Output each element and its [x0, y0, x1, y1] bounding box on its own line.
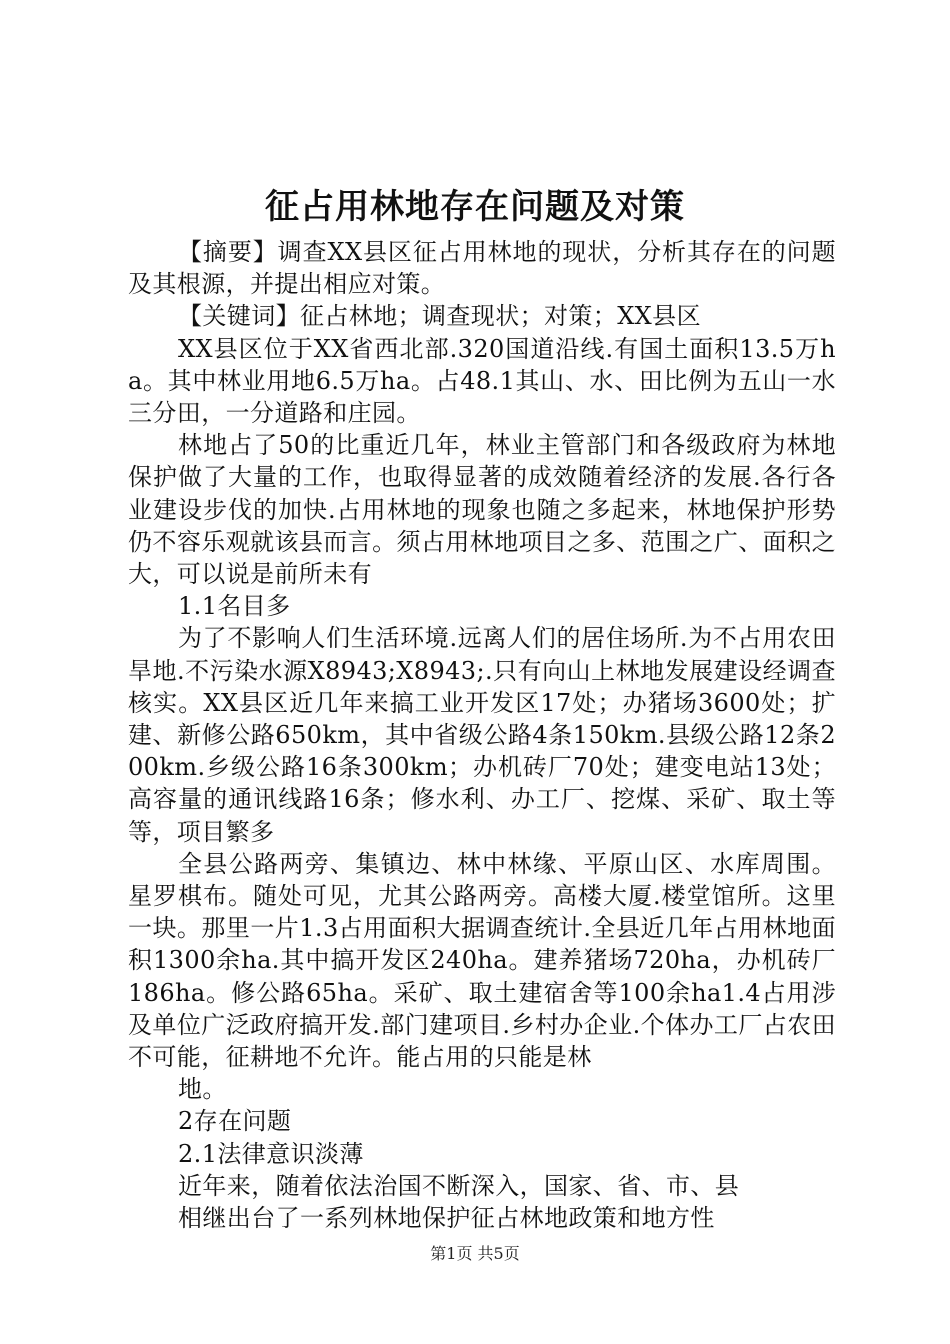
body-paragraph: 为了不影响人们生活环境.远离人们的居住场所.为不占用农田旱地.不污染水源X8943;X8943;.只有向山上林地发展建设经调查核实。XX县区近几年来搞工业开发区17处；办猪场3600处；扩建、新修公路650km，其中省级公路4条150km.县级公路12条200km.乡级公路16条300km；办机砖厂70处；建变电站13处；高容量的通讯线路16条；修水利、办工厂、挖煤、采矿、取土等等，项目繁多 — [128, 624, 836, 846]
page-footer: 第1页 共5页 — [430, 1244, 520, 1263]
body-paragraph: 地。 — [178, 1075, 227, 1104]
section-heading: 1.1名目多 — [178, 592, 291, 621]
body-paragraph: XX县区位于XX省西北部.320国道沿线.有国土面积13.5万ha。其中林业用地6.5万ha。占48.1其山、水、田比例为五山一水三分田，一分道路和庄园。 — [128, 334, 836, 428]
keywords-paragraph: 【关键词】征占林地；调查现状；对策；XX县区 — [178, 302, 701, 331]
section-heading: 2.1法律意识淡薄 — [178, 1139, 364, 1168]
document-title: 征占用林地存在问题及对策 — [265, 187, 685, 227]
section-heading: 2存在问题 — [178, 1107, 292, 1136]
body-paragraph: 相继出台了一系列林地保护征占林地政策和地方性 — [178, 1204, 715, 1233]
document-body — [128, 236, 836, 1234]
abstract-paragraph: 【摘要】调查XX县区征占用林地的现状，分析其存在的问题及其根源，并提出相应对策。 — [128, 238, 836, 299]
body-paragraph: 林地占了50的比重近几年，林业主管部门和各级政府为林地保护做了大量的工作，也取得显著的成效随着经济的发展.各行各业建设步伐的加快.占用林地的现象也随之多起来，林地保护形势仍不容乐观就该县而言。须占用林地项目之多、范围之广、面积之大，可以说是前所未有 — [128, 431, 836, 589]
body-paragraph: 近年来，随着依法治国不断深入，国家、省、市、县 — [178, 1171, 740, 1200]
body-paragraph: 全县公路两旁、集镇边、林中林缘、平原山区、水库周围。星罗棋布。随处可见，尤其公路两旁。高楼大厦.楼堂馆所。这里一块。那里一片1.3占用面积大据调查统计.全县近几年占用林地面积1300余ha.其中搞开发区240ha。建养猪场720ha，办机砖厂186ha。修公路65ha。采矿、取土建宿舍等100余ha1.4占用涉及单位广泛政府搞开发.部门建项目.乡村办企业.个体办工厂占农田不可能，征耕地不允许。能占用的只能是林 — [128, 849, 836, 1072]
